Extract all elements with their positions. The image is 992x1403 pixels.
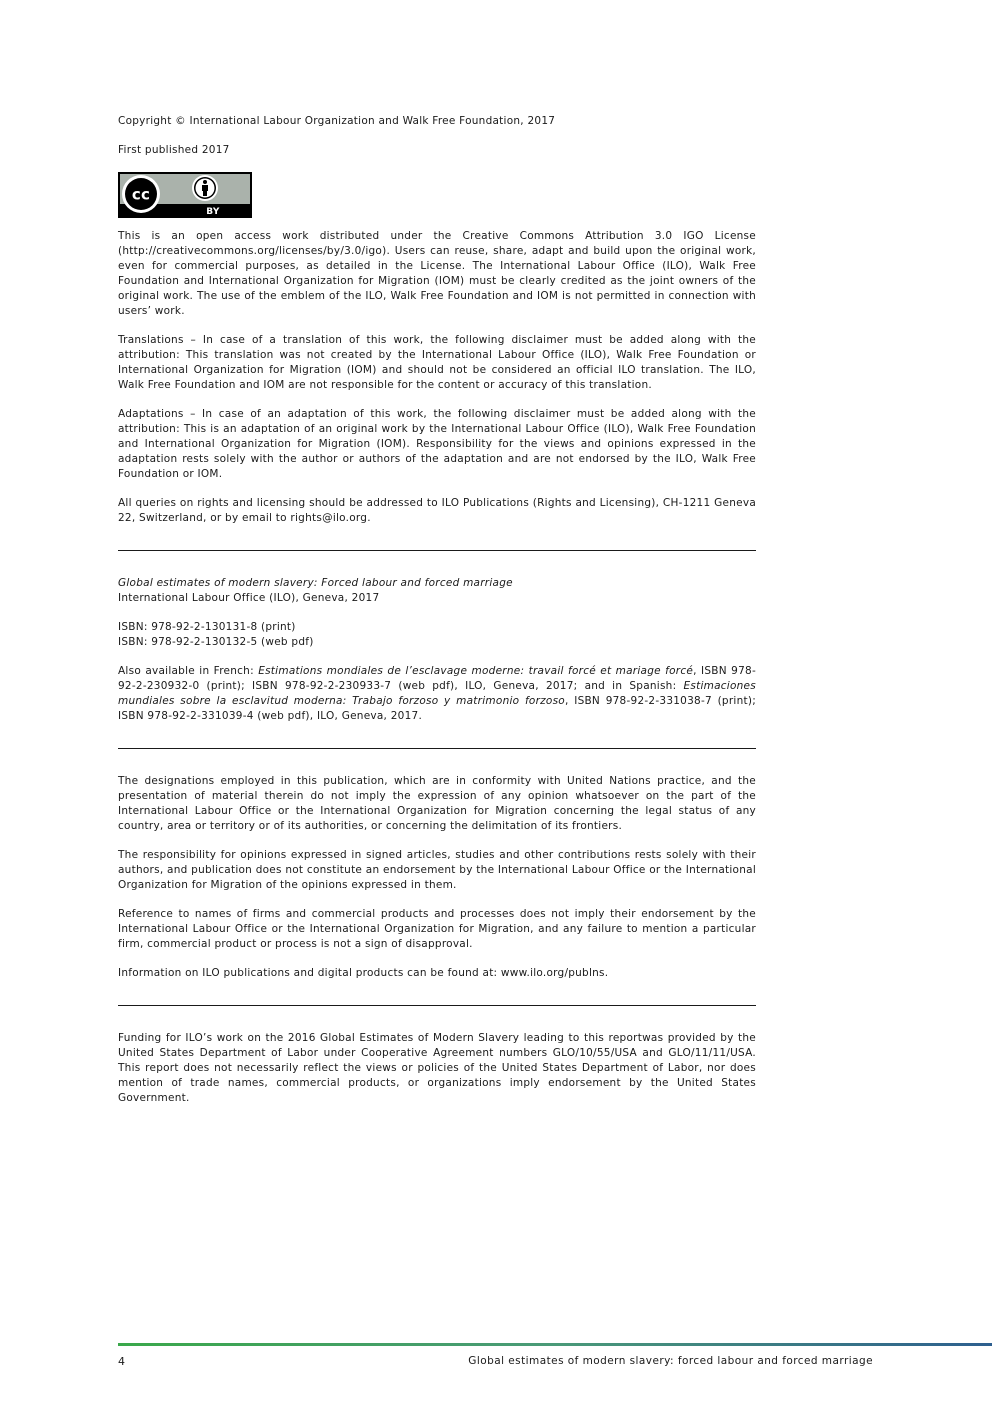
catalog-title: Global estimates of modern slavery: Forced labour and forced marriage: [118, 577, 513, 589]
french-suffix: , ISBN 978-92-2-230932-0 (print); ISBN 978-92-2-230933-7 (web pdf), ILO, Geneva, 2017; and in Spanish:: [118, 665, 756, 692]
first-published-line: First published 2017: [118, 144, 230, 156]
french-title: Estimations mondiales de l’esclavage moderne: travail forcé et mariage forcé: [258, 665, 694, 677]
creative-commons-by-badge-icon: [118, 172, 252, 218]
rights-queries-paragraph: All queries on rights and licensing should be addressed to ILO Publications (Rights and Licensing), CH-1211 Geneva 22, Switzerland, or by email to rights@ilo.org.: [118, 497, 756, 524]
funding-paragraph: Funding for ILO’s work on the 2016 Global Estimates of Modern Slavery leading to this reportwas provided by the United States Department of Labor under Cooperative Agreement numbers GLO/10/55/USA and GLO/11/11/USA. This report does not necessarily reflect the views or policies of the United States Department of Labor, nor does mention of trade names, commercial products, or organizations imply endorsement by the United States Government.: [118, 1032, 756, 1104]
running-title: Global estimates of modern slavery: forced labour and forced marriage: [468, 1355, 873, 1367]
catalog-entry: [118, 576, 756, 606]
other-languages-paragraph: [118, 664, 756, 724]
isbn-print: ISBN: 978-92-2-130131-8 (print): [118, 621, 296, 633]
french-prefix: Also available in French:: [118, 665, 259, 677]
license-paragraph: This is an open access work distributed under the Creative Commons Attribution 3.0 IGO License (http://creativecommons.org/licenses/by/3.0/igo). Users can reuse, share, adapt and build upon the original work, even for commercial purposes, as detailed in the License. The International Labour Office (ILO), Walk Free Foundation and International Organization for Migration (IOM) must be clearly credited as the joint owners of the original work. The use of the emblem of the ILO, Walk Free Foundation and IOM is not permitted in connection with users’ work.: [118, 230, 756, 317]
footer-gradient-rule: [118, 1343, 992, 1346]
spanish-title: Estimaciones mundiales sobre la esclavitud moderna: Trabajo forzoso y matrimonio forzoso: [118, 680, 756, 707]
cc-badge-text: cc: [131, 185, 151, 204]
spanish-suffix: , ISBN 978-92-2-331038-7 (print); ISBN 978-92-2-331039-4 (web pdf), ILO, Geneva, 2017.: [118, 695, 756, 722]
copyright-line: Copyright © International Labour Organization and Walk Free Foundation, 2017: [118, 115, 556, 127]
section-divider: [118, 550, 756, 551]
isbn-pdf: ISBN: 978-92-2-130132-5 (web pdf): [118, 636, 314, 648]
section-divider: [118, 1005, 756, 1006]
page-number: 4: [118, 1355, 126, 1368]
catalog-publisher: International Labour Office (ILO), Geneva, 2017: [118, 592, 380, 604]
adaptations-paragraph: Adaptations – In case of an adaptation of this work, the following disclaimer must be added along with the attribution: This is an adaptation of an original work by the International Labour Office (ILO), Walk Free Foundation and International Organization for Migration (IOM). Responsibility for the views and opinions expressed in the adaptation rests solely with the author or authors of the adaptation and are not endorsed by the ILO, Walk Free Foundation or IOM.: [118, 408, 756, 480]
section-divider: [118, 748, 756, 749]
reference-paragraph: Reference to names of firms and commercial products and processes does not imply their endorsement by the International Labour Office or the International Organization for Migration, and any failure to mention a particular firm, commercial product or process is not a sign of disapproval.: [118, 908, 756, 950]
publications-info-paragraph: Information on ILO publications and digital products can be found at: www.ilo.org/publns.: [118, 967, 609, 979]
imprint-page-content: [118, 114, 756, 1106]
isbn-block: [118, 620, 756, 650]
translations-paragraph: Translations – In case of a translation of this work, the following disclaimer must be added along with the attribution: This translation was not created by the International Labour Office (ILO), Walk Free Foundation or International Organization for Migration (IOM) and should not be considered an official ILO translation. The ILO, Walk Free Foundation and IOM are not responsible for the content or accuracy of this translation.: [118, 334, 756, 391]
designations-paragraph: The designations employed in this publication, which are in conformity with United Nations practice, and the presentation of material therein do not imply the expression of any opinion whatsoever on the part of the International Labour Office or the International Organization for Migration concerning the legal status of any country, area or territory or of its authorities, or concerning the delimitation of its frontiers.: [118, 775, 756, 832]
by-badge-text: BY: [206, 207, 220, 217]
responsibility-paragraph: The responsibility for opinions expressed in signed articles, studies and other contributions rests solely with their authors, and publication does not constitute an endorsement by the International Labour Office or the International Organization for Migration of the opinions expressed in them.: [118, 849, 756, 891]
